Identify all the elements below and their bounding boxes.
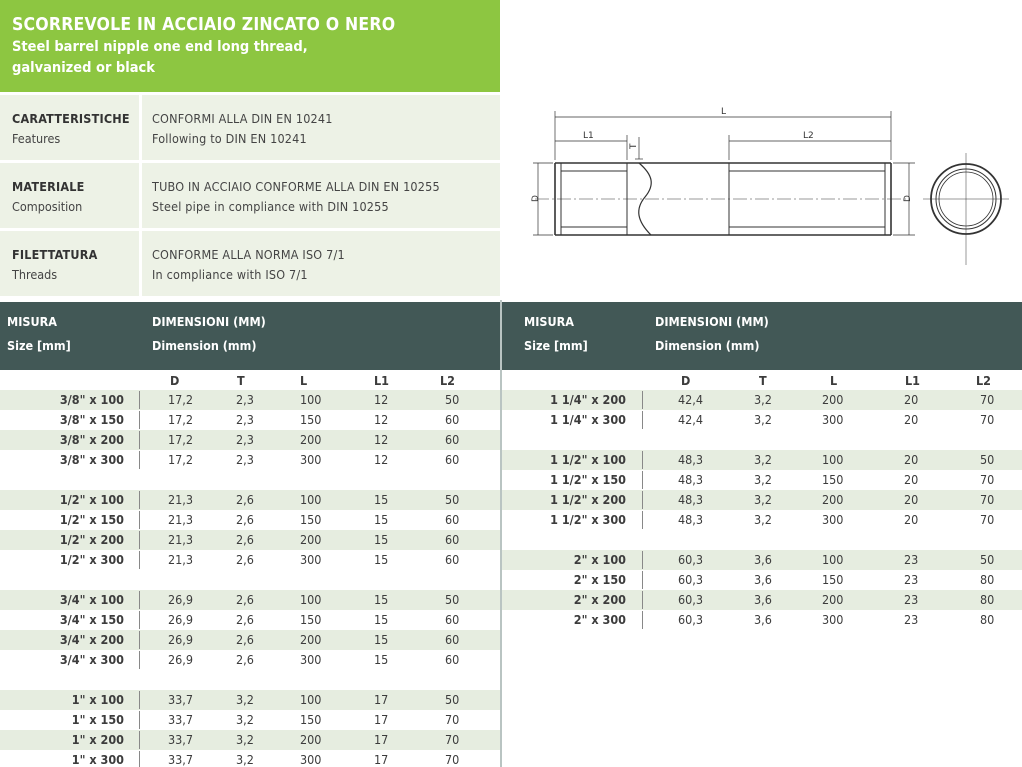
row-separator [642,611,643,629]
cell-D: 48,3 [678,512,704,527]
cell-L2: 70 [980,412,995,427]
cell-size: 1" x 100 [71,692,124,707]
cell-D: 33,7 [168,712,194,727]
cell-L: 300 [300,652,322,667]
cell-L1: 15 [374,492,389,507]
col-header-D: D [170,373,180,388]
col-header-L: L [300,373,308,388]
cell-D: 21,3 [168,532,194,547]
cell-size: 3/8" x 100 [59,392,124,407]
spec-label-en: Threads [12,267,58,282]
row-separator [139,651,140,669]
cell-size: 2" x 150 [573,572,626,587]
cell-L2: 60 [445,512,460,527]
table-row [0,610,500,630]
cell-L1: 12 [374,392,389,407]
cell-L: 100 [822,552,844,567]
cell-L1: 23 [904,552,919,567]
cell-D: 60,3 [678,572,704,587]
dim-label-D-left: D [531,195,541,202]
cell-T: 3,2 [236,712,254,727]
cell-T: 3,2 [754,472,772,487]
cell-D: 17,2 [168,392,194,407]
cell-size: 2" x 300 [573,612,626,627]
spec-value-en: Steel pipe in compliance with DIN 10255 [152,199,389,214]
cell-size: 1" x 300 [71,752,124,767]
cell-L2: 60 [445,652,460,667]
cell-L: 200 [822,592,844,607]
spec-value-en: In compliance with ISO 7/1 [152,267,308,282]
cell-D: 48,3 [678,492,704,507]
table-row [502,410,1022,430]
table-row [502,490,1022,510]
dim-label-L: L [721,107,727,117]
row-separator [642,491,643,509]
cell-T: 2,3 [236,452,254,467]
table-row [502,450,1022,470]
dim-label-L2: L2 [803,131,814,141]
header-dim-en: Dimension (mm) [655,338,760,353]
cell-L2: 70 [445,712,460,727]
col-header-T: T [237,373,245,388]
cell-L1: 12 [374,432,389,447]
cell-L: 100 [822,452,844,467]
spec-label-cell [0,95,139,160]
spec-value-it: TUBO IN ACCIAIO CONFORME ALLA DIN EN 10255 [152,179,440,194]
row-separator [139,531,140,549]
technical-drawing [505,95,1020,295]
cell-L2: 60 [445,632,460,647]
spec-value-it: CONFORMI ALLA DIN EN 10241 [152,111,333,126]
spec-label: FILETTATURA [12,247,98,262]
cell-T: 3,2 [754,392,772,407]
spec-label-cell [0,231,139,296]
spec-row-threads [0,231,500,296]
cell-L2: 70 [980,392,995,407]
row-separator [642,511,643,529]
row-separator [642,411,643,429]
cell-L1: 20 [904,472,919,487]
col-header-L2: L2 [440,373,455,388]
table-row [0,710,500,730]
row-separator [139,551,140,569]
header-size-it: MISURA [7,314,57,329]
spec-value-it: CONFORME ALLA NORMA ISO 7/1 [152,247,345,262]
spec-value-cell [142,163,500,228]
cell-L2: 50 [980,552,995,567]
right-table-header [502,302,1022,370]
cell-L: 300 [300,752,322,767]
cell-size: 3/8" x 300 [59,452,124,467]
cell-size: 1/2" x 300 [59,552,124,567]
table-row [0,510,500,530]
cell-size: 3/4" x 100 [59,592,124,607]
col-header-L1: L1 [374,373,389,388]
cell-size: 3/4" x 300 [59,652,124,667]
row-separator [139,731,140,749]
cell-L: 150 [822,472,844,487]
dim-label-D-right: D [903,195,913,202]
row-separator [139,411,140,429]
cell-D: 17,2 [168,452,194,467]
cell-T: 3,2 [754,512,772,527]
header-size-en: Size [mm] [524,338,588,353]
cell-L2: 60 [445,412,460,427]
table-row [0,650,500,670]
cell-L2: 50 [445,692,460,707]
cell-L: 300 [822,512,844,527]
cell-size: 3/4" x 200 [59,632,124,647]
col-header-T: T [759,373,767,388]
row-separator [139,451,140,469]
row-separator [139,711,140,729]
cell-D: 21,3 [168,512,194,527]
row-separator [139,591,140,609]
row-separator [139,491,140,509]
cell-T: 3,2 [236,752,254,767]
cell-T: 3,6 [754,612,772,627]
cell-T: 2,6 [236,492,254,507]
cell-D: 42,4 [678,392,704,407]
cell-D: 26,9 [168,652,194,667]
row-separator [139,391,140,409]
cell-L1: 20 [904,512,919,527]
table-row [0,630,500,650]
row-separator [642,471,643,489]
cell-L1: 12 [374,452,389,467]
cell-L1: 23 [904,592,919,607]
cell-size: 1 1/2" x 200 [550,492,626,507]
cell-D: 17,2 [168,412,194,427]
cell-L1: 15 [374,592,389,607]
cell-L: 300 [822,612,844,627]
cell-D: 48,3 [678,472,704,487]
cell-L2: 60 [445,552,460,567]
spec-label: MATERIALE [12,179,85,194]
cell-T: 2,6 [236,592,254,607]
cell-size: 1" x 200 [71,732,124,747]
table-row [0,730,500,750]
cell-D: 42,4 [678,412,704,427]
title-block [0,0,500,92]
row-separator [139,631,140,649]
header-size-en: Size [mm] [7,338,71,353]
cell-D: 26,9 [168,592,194,607]
cell-L: 150 [300,412,322,427]
table-row [0,530,500,550]
cell-D: 21,3 [168,552,194,567]
cell-L: 200 [300,532,322,547]
cell-T: 3,2 [236,692,254,707]
table-row [0,490,500,510]
table-row [502,610,1022,630]
cell-L2: 70 [445,732,460,747]
title-english-line2: galvanized or black [12,60,155,76]
cell-T: 3,2 [754,492,772,507]
title-english-line1: Steel barrel nipple one end long thread, [12,39,308,55]
spec-row-composition [0,163,500,228]
cell-D: 60,3 [678,612,704,627]
cell-L: 150 [300,712,322,727]
row-separator [642,451,643,469]
row-separator [139,431,140,449]
cell-L2: 70 [980,512,995,527]
cell-L1: 15 [374,532,389,547]
cell-T: 2,6 [236,532,254,547]
cell-L: 300 [300,552,322,567]
cell-D: 17,2 [168,432,194,447]
col-header-L2: L2 [976,373,991,388]
row-separator [642,551,643,569]
cell-size: 1/2" x 150 [59,512,124,527]
cell-L: 200 [822,492,844,507]
cell-L1: 23 [904,572,919,587]
table-row [0,590,500,610]
table-row [0,550,500,570]
cell-T: 2,3 [236,432,254,447]
cell-L: 150 [300,512,322,527]
cell-L2: 70 [445,752,460,767]
cell-D: 60,3 [678,552,704,567]
cell-L1: 17 [374,752,389,767]
cell-L1: 17 [374,692,389,707]
cell-L: 100 [300,392,322,407]
cell-T: 2,6 [236,612,254,627]
cell-T: 2,6 [236,512,254,527]
cell-D: 26,9 [168,632,194,647]
cell-L2: 70 [980,472,995,487]
cell-size: 1" x 150 [71,712,124,727]
spec-value-cell [142,95,500,160]
cell-L: 100 [300,592,322,607]
cell-size: 1 1/2" x 100 [550,452,626,467]
header-dim-it: DIMENSIONI (MM) [655,314,769,329]
spec-label-cell [0,163,139,228]
spec-label-en: Features [12,131,61,146]
header-dim-en: Dimension (mm) [152,338,257,353]
col-header-D: D [681,373,691,388]
row-separator [139,691,140,709]
cell-L: 200 [822,392,844,407]
cell-L1: 12 [374,412,389,427]
table-row [0,450,500,470]
header-size-it: MISURA [524,314,574,329]
cell-T: 3,2 [754,412,772,427]
dim-label-L1: L1 [583,131,594,141]
cell-L2: 60 [445,432,460,447]
cell-T: 2,3 [236,412,254,427]
table-divider [500,300,502,767]
cell-T: 2,6 [236,652,254,667]
cell-L1: 15 [374,552,389,567]
cell-size: 1 1/2" x 150 [550,472,626,487]
left-table-header [0,302,500,370]
cell-size: 2" x 200 [573,592,626,607]
cell-D: 33,7 [168,692,194,707]
cell-L2: 50 [980,452,995,467]
cell-D: 26,9 [168,612,194,627]
cell-size: 3/8" x 150 [59,412,124,427]
cell-L1: 20 [904,392,919,407]
table-row [502,510,1022,530]
cell-D: 60,3 [678,592,704,607]
cell-L: 200 [300,732,322,747]
cell-L1: 15 [374,512,389,527]
cell-L: 200 [300,632,322,647]
cell-L2: 50 [445,592,460,607]
spec-value-cell [142,231,500,296]
table-row [502,470,1022,490]
row-separator [139,511,140,529]
cell-D: 48,3 [678,452,704,467]
cell-L2: 60 [445,452,460,467]
cell-L1: 20 [904,452,919,467]
cell-T: 3,6 [754,572,772,587]
cell-D: 33,7 [168,732,194,747]
cell-size: 1/2" x 200 [59,532,124,547]
row-separator [139,611,140,629]
row-separator [642,391,643,409]
table-row [0,410,500,430]
cell-T: 3,2 [754,452,772,467]
cell-L: 100 [300,692,322,707]
cell-L1: 20 [904,412,919,427]
cell-size: 3/8" x 200 [59,432,124,447]
cell-L1: 15 [374,652,389,667]
spec-value-en: Following to DIN EN 10241 [152,131,307,146]
cell-T: 2,6 [236,552,254,567]
cell-T: 2,3 [236,392,254,407]
cell-size: 1 1/4" x 300 [550,412,626,427]
cell-size: 2" x 100 [573,552,626,567]
cell-size: 1/2" x 100 [59,492,124,507]
cell-L1: 17 [374,732,389,747]
table-row [502,390,1022,410]
cell-L2: 80 [980,612,995,627]
table-row [0,430,500,450]
cell-size: 1 1/2" x 300 [550,512,626,527]
cell-L2: 50 [445,392,460,407]
cell-T: 3,2 [236,732,254,747]
table-row [502,590,1022,610]
cell-T: 3,6 [754,592,772,607]
cell-L: 300 [300,452,322,467]
cell-size: 1 1/4" x 200 [550,392,626,407]
cell-L: 200 [300,432,322,447]
cell-L1: 15 [374,632,389,647]
row-separator [642,591,643,609]
spec-row-features [0,95,500,160]
dim-label-T: T [629,143,639,149]
cell-L1: 20 [904,492,919,507]
cell-size: 3/4" x 150 [59,612,124,627]
cell-L1: 17 [374,712,389,727]
col-header-L1: L1 [905,373,920,388]
cell-L2: 60 [445,532,460,547]
cell-L2: 80 [980,572,995,587]
cell-L2: 50 [445,492,460,507]
title-italian: SCORREVOLE IN ACCIAIO ZINCATO O NERO [12,15,396,35]
cell-L2: 80 [980,592,995,607]
cell-L: 100 [300,492,322,507]
cell-D: 21,3 [168,492,194,507]
header-dim-it: DIMENSIONI (MM) [152,314,266,329]
table-row [0,690,500,710]
cell-D: 33,7 [168,752,194,767]
table-row [502,570,1022,590]
table-row [0,750,500,767]
cell-T: 3,6 [754,552,772,567]
spec-label-en: Composition [12,199,83,214]
table-row [0,390,500,410]
cell-L2: 60 [445,612,460,627]
cell-L1: 23 [904,612,919,627]
row-separator [642,571,643,589]
cell-L1: 15 [374,612,389,627]
col-header-L: L [830,373,838,388]
cell-L: 300 [822,412,844,427]
cell-T: 2,6 [236,632,254,647]
table-row [502,550,1022,570]
cell-L: 150 [822,572,844,587]
cell-L: 150 [300,612,322,627]
row-separator [139,751,140,767]
cell-L2: 70 [980,492,995,507]
spec-label: CARATTERISTICHE [12,111,130,126]
